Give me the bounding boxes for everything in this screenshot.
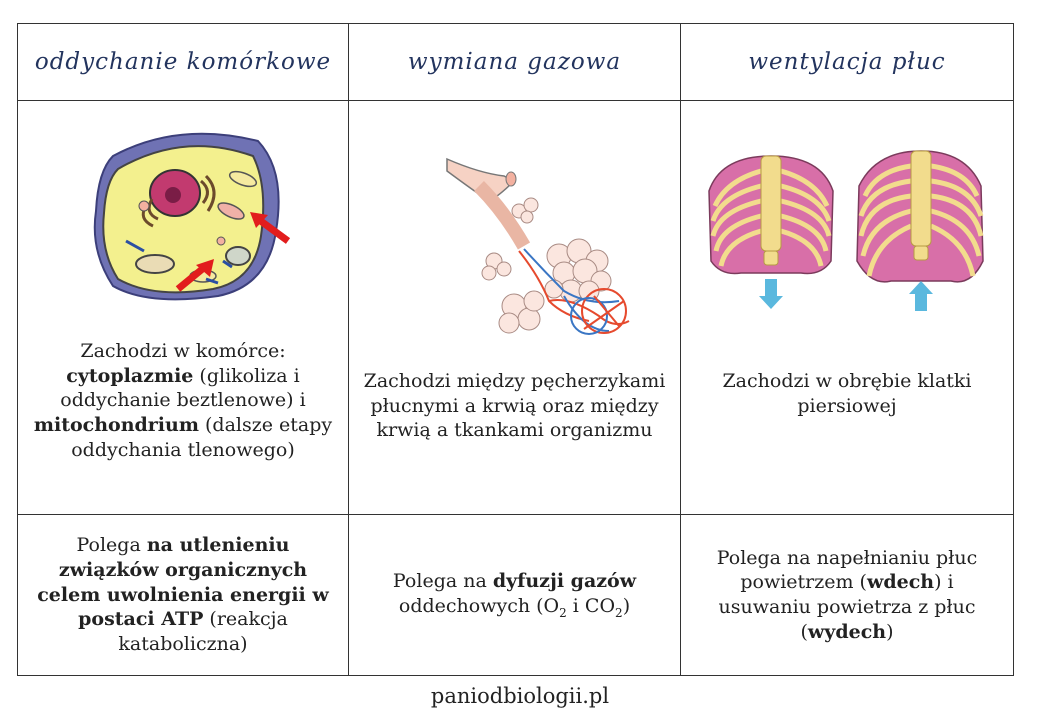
gas-exchange-mechanism-text bbox=[349, 569, 680, 621]
inhale-term: wdech bbox=[866, 571, 935, 594]
ventilation-location-text: Zachodzi w obrębie klatki piersiowej bbox=[722, 370, 972, 417]
mechanism-row bbox=[18, 515, 1014, 676]
exhale-intro: ) i usuwaniu powietrza z płuc ( bbox=[718, 571, 976, 643]
mechanism-cell-gas-exchange bbox=[349, 515, 681, 676]
co2-subscript: 2 bbox=[615, 605, 623, 620]
gases-text-close: ) bbox=[622, 594, 631, 617]
alveoli-illustration bbox=[349, 101, 680, 331]
mechanism-cell-ventilation bbox=[681, 515, 1014, 676]
catabolic-note: (reakcja kataboliczna) bbox=[118, 608, 288, 656]
o2-subscript: 2 bbox=[559, 605, 567, 620]
cytoplasm-term: cytoplazmie bbox=[66, 364, 194, 387]
header-lung-ventilation: wentylacja płuc bbox=[748, 49, 946, 75]
header-row bbox=[18, 24, 1014, 101]
gas-exchange-location-text: Zachodzi między pęcherzykami płucnymi a krwią oraz między krwią a tkankami organizmu bbox=[363, 370, 666, 442]
ribcage-up-icon bbox=[857, 151, 983, 311]
diffusion-term: dyfuzji gazów bbox=[492, 569, 637, 592]
oxidation-term: na utlenieniu związków organicznych celem uwolnienia energii w postaci ATP bbox=[37, 534, 329, 631]
header-gas-exchange: wymiana gazowa bbox=[407, 49, 622, 75]
location-row bbox=[18, 101, 1014, 515]
location-cell-cellular bbox=[18, 101, 349, 515]
cellular-mechanism-intro: Polega bbox=[76, 534, 147, 557]
mechanism-cell-cellular bbox=[18, 515, 349, 676]
inhale-intro: Polega na napełnianiu płuc powietrzem ( bbox=[716, 546, 978, 594]
location-cell-gas-exchange bbox=[349, 101, 681, 515]
ventilation-mechanism-text bbox=[681, 546, 1013, 645]
location-cell-ventilation bbox=[681, 101, 1014, 515]
header-cellular-respiration: oddychanie komórkowe bbox=[34, 49, 332, 75]
cellular-location-line1: Zachodzi w komórce: bbox=[80, 340, 286, 362]
diffusion-intro: Polega na bbox=[392, 569, 493, 592]
header-cell-lung-ventilation bbox=[681, 24, 1014, 101]
ribcage-illustrations bbox=[681, 101, 1013, 331]
exhale-close: ) bbox=[886, 620, 894, 643]
animal-cell-illustration bbox=[18, 101, 348, 331]
cytoplasm-detail: (glikoliza i oddychanie beztlenowe) i bbox=[60, 364, 306, 412]
comparison-table bbox=[17, 23, 1014, 676]
mitochondrion-detail: (dalsze etapy oddychania tlenowego) bbox=[71, 414, 333, 461]
cellular-mechanism-text bbox=[18, 533, 348, 656]
header-cell-gas-exchange bbox=[349, 24, 681, 101]
source-footer: paniodbiologii.pl bbox=[430, 684, 610, 708]
gases-text-co: i CO bbox=[566, 594, 616, 617]
mitochondrion-term: mitochondrium bbox=[33, 414, 199, 437]
cellular-location-text bbox=[30, 339, 336, 462]
exhale-term: wydech bbox=[807, 620, 887, 643]
gases-text-o: oddechowych (O bbox=[398, 594, 560, 617]
ribcage-down-icon bbox=[709, 156, 833, 309]
header-cell-cellular-respiration bbox=[18, 24, 349, 101]
